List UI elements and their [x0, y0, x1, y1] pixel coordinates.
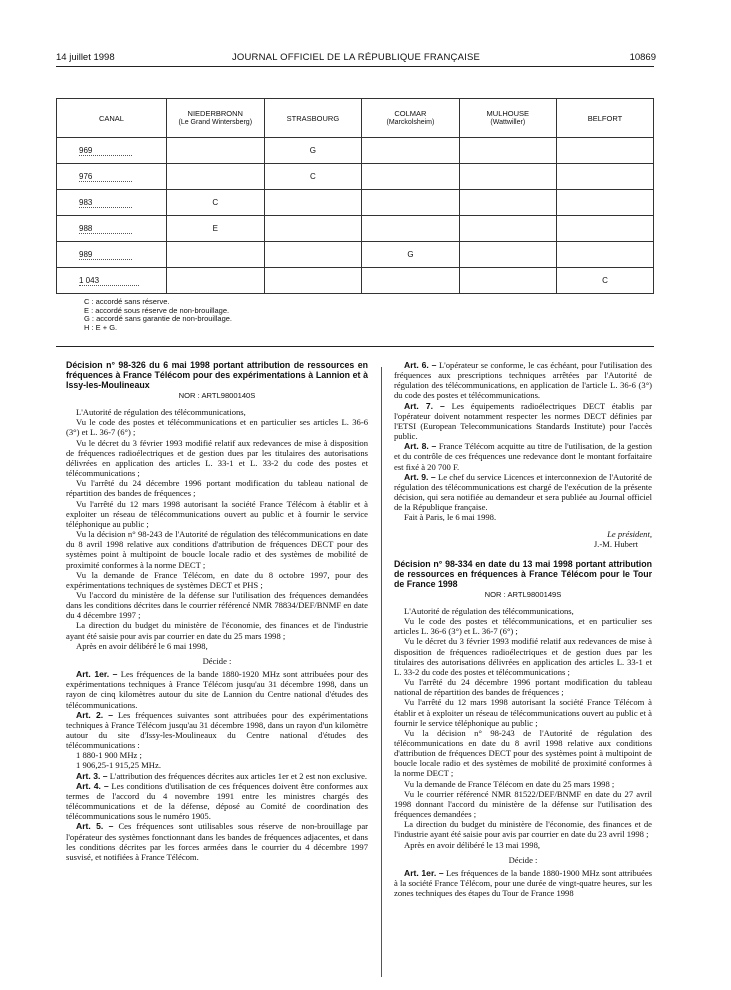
- table-cell: [556, 190, 653, 216]
- section-rule: [56, 346, 654, 347]
- paragraph: Vu l'arrêté du 24 décembre 1996 portant modification du tableau national de répartition des bandes de fréquences ;: [394, 677, 652, 698]
- place-date: Fait à Paris, le 6 mai 1998.: [404, 512, 497, 523]
- table-cell: G: [264, 138, 362, 164]
- paragraph: Vu le décret du 3 février 1993 modifié relatif aux redevances de mise à disposition de fréquences radioélectriques et de gestion dues par les titulaires des autorisations délivrées en application des articles L. 33-1 et L. 33-2 du code des postes et télécommunications ;: [394, 636, 652, 677]
- article: Art. 7. – Les équipements radioélectriques DECT établis par l'opérateur doivent notamment respecter les normes DECT définies par l'ETSI (European Telecommunications Standards Institute) pour l'accès public.: [394, 400, 652, 442]
- table-cell: C: [264, 164, 362, 190]
- paragraph: Vu l'arrêté du 24 décembre 1996 portant modification du tableau national de répartition des bandes de fréquences ;: [66, 478, 368, 499]
- signer-name: J.-M. Hubert: [593, 538, 638, 549]
- table-cell: [459, 138, 556, 164]
- table-cell: [264, 268, 362, 294]
- decision-title: Décision n° 98-326 du 6 mai 1998 portant attribution de ressources en fréquences à France Télécom pour des expérimentations à Lannion et à Issy-les-Moulineaux: [66, 360, 368, 390]
- article: Art. 5. – Ces fréquences sont utilisables sous réserve de non-brouillage par l'opérateur des systèmes fonctionnant dans les bandes de fréquences adjacentes, et dans les conditions décrites par les forces armées dans le courrier du 4 décembre 1997 susvisé, et notifiées à France Télécom.: [66, 821, 368, 862]
- canal-cell: 1 043: [57, 268, 167, 294]
- paragraph: La direction du budget du ministère de l'économie, des finances et de l'industrie ayant été saisie pour avis par courrier en date du 23 avril 1998 ;: [394, 819, 652, 840]
- table-header-cell: NIEDERBRONN (Le Grand Wintersberg): [166, 99, 264, 138]
- paragraph: Vu la demande de France Télécom, en date du 8 octobre 1997, pour des expérimentations techniques de systèmes DECT et PHS ;: [66, 569, 368, 590]
- table-cell: E: [166, 216, 264, 242]
- paragraph: L'Autorité de régulation des télécommunications,: [76, 407, 246, 418]
- frequency-line: 1 880-1 900 MHz ;: [76, 750, 142, 761]
- table-cell: G: [362, 242, 459, 268]
- paragraph: Vu l'accord du ministère de la défense sur l'utilisation des fréquences demandées dans les conditions décrites dans le courrier référencé NMR 78834/DEF/BNMF en date du 4 décembre 1997 ;: [66, 589, 368, 621]
- table-row: [57, 138, 654, 164]
- table-header-cell: MULHOUSE (Wattwiller): [459, 99, 556, 138]
- table-cell: [459, 268, 556, 294]
- table-row: [57, 190, 654, 216]
- table-header-row: [57, 99, 654, 138]
- table-cell: [556, 242, 653, 268]
- table-cell: [362, 138, 459, 164]
- canal-cell: 983: [57, 190, 167, 216]
- paragraph: Vu la décision n° 98-243 de l'Autorité de régulation des télécommunications en date du 8 avril 1998 relative aux conditions d'attribution de fréquences DECT pour des systèmes point à multipoint de boucle locale radio et des systèmes de mobilité de proximité conformes à la norme DECT ;: [66, 529, 368, 570]
- table-header-cell: BELFORT: [556, 99, 653, 138]
- canal-cell: 976: [57, 164, 167, 190]
- table-row: [57, 216, 654, 242]
- table-cell: [556, 216, 653, 242]
- legend-line: H : E + G.: [84, 322, 118, 332]
- legend-line: G : accordé sans garantie de non-brouillage.: [84, 314, 233, 324]
- table-cell: [459, 164, 556, 190]
- table-cell: [459, 216, 556, 242]
- paragraph: Vu le code des postes et télécommunications, et en particulier ses articles L. 36-6 (3°) et L. 36-7 (6°) ;: [394, 616, 652, 637]
- nor-reference: NOR : ARTL9800149S: [484, 589, 562, 599]
- article: Art. 9. – Le chef du service Licences et interconnexion de l'Autorité de régulation des télécommunications est chargé de l'exécution de la présente décision, qui sera notifiée au demandeur et sera publiée au Journal officiel de la République française.: [394, 471, 652, 513]
- table-cell: [362, 268, 459, 294]
- table-row: [57, 164, 654, 190]
- frequency-line: 1 906,25-1 915,25 MHz.: [76, 760, 161, 771]
- article: Art. 1er. – Les fréquences de la bande 1880-1920 MHz sont attribuées pour des expérimentations techniques à France Télécom jusqu'au 31 décembre 1998, dans un rayon de cinq kilomètres autour du site de Lannion du Centre national d'études des télécommunications.: [66, 669, 368, 710]
- article: Art. 6. – L'opérateur se conforme, le cas échéant, pour l'utilisation des fréquences aux prescriptions techniques arrêtées par l'Autorité de régulation des télécommunications, en application de l'article L. 36-6 (3°) du code des postes et télécommunications.: [394, 360, 653, 401]
- paragraph: L'Autorité de régulation des télécommunications,: [404, 605, 574, 616]
- header-rule: [56, 66, 654, 67]
- table-cell: [556, 138, 653, 164]
- right-column: [394, 360, 652, 898]
- table-cell: [264, 216, 362, 242]
- table-cell: C: [166, 190, 264, 216]
- paragraph: Après en avoir délibéré le 6 mai 1998,: [76, 640, 208, 651]
- table-header-cell: COLMAR (Marckolsheim): [362, 99, 459, 138]
- journal-title: JOURNAL OFFICIEL DE LA RÉPUBLIQUE FRANÇAISE: [231, 52, 481, 63]
- canal-cell: 989: [57, 242, 167, 268]
- table-cell: [362, 190, 459, 216]
- table-row: [57, 268, 654, 294]
- column-divider: [381, 367, 382, 977]
- paragraph: Après en avoir délibéré le 13 mai 1998,: [404, 839, 541, 850]
- table-cell: [264, 190, 362, 216]
- table-cell: [166, 268, 264, 294]
- table-cell: [362, 216, 459, 242]
- table-cell: [166, 138, 264, 164]
- decide-heading: Décide :: [202, 655, 232, 666]
- table-cell: [166, 164, 264, 190]
- left-column: [66, 360, 368, 862]
- table-cell: [556, 164, 653, 190]
- decision-title: Décision n° 98-334 en date du 13 mai 1998 portant attribution de ressources en fréquences à France Télécom pour le Tour de France 1998: [394, 558, 652, 589]
- table-legend: [84, 298, 232, 332]
- paragraph: Vu le décret du 3 février 1993 modifié relatif aux redevances de mise à disposition de fréquences radioélectriques et de gestion dues par les titulaires des autorisations délivrées en application des articles L. 33-1 et L. 33-2 du code des postes et télécommunications ;: [66, 437, 368, 479]
- article: Art. 2. – Les fréquences suivantes sont attribuées pour des expérimentations techniques à France Télécom jusqu'au 31 décembre 1998, dans un rayon d'un kilomètre autour du site d'Issy-les-Moulineaux du Centre national d'études des télécommunications :: [66, 709, 368, 751]
- table-cell: [459, 190, 556, 216]
- table-header-cell: STRASBOURG: [264, 99, 362, 138]
- article: Art. 4. – Les conditions d'utilisation de ces fréquences doivent être conformes aux termes de l'accord du 4 novembre 1991 entre les ministres chargés des télécommunications et de la défense, déposé au Comité de coordination des télécommunications sous le numéro 1905.: [66, 780, 369, 822]
- article: Art. 1er. – Les fréquences de la bande 1880-1900 MHz sont attribuées à la société France Télécom, pour une durée de vingt-quatre heures, sur les zones techniques des étapes du Tour de France 1998: [394, 867, 652, 899]
- table-cell: [459, 242, 556, 268]
- decide-heading: Décide :: [508, 854, 538, 865]
- channel-table: [56, 98, 654, 294]
- paragraph: Vu l'arrêté du 12 mars 1998 autorisant la société France Télécom à établir et à exploiter un réseau de télécommunications ouvert au public et à fournir le service téléphonique au public ;: [66, 498, 368, 529]
- paragraph: Vu le courrier référencé NMR 81522/DEF/BNMF en date du 27 avril 1998 donnant l'accord du ministère de la défense sur l'utilisation des fréquences demandées ;: [394, 788, 652, 820]
- article: Art. 3. – L'attribution des fréquences décrites aux articles 1er et 2 est non exclusive.: [76, 770, 368, 781]
- issue-date: 14 juillet 1998: [56, 52, 115, 63]
- legend-line: E : accordé sous réserve de non-brouillage.: [84, 305, 230, 315]
- paragraph: Vu la décision n° 98-243 de l'Autorité de régulation des télécommunications en date du 8 avril 1998 relative aux conditions d'attribution de fréquences DECT pour des systèmes point à multipoint de boucle locale radio et des systèmes de mobilité de proximité conformes à la norme DECT ;: [394, 727, 652, 779]
- table-header-cell: CANAL: [57, 99, 167, 138]
- paragraph: Vu la demande de France Télécom en date du 25 mars 1998 ;: [404, 778, 615, 789]
- canal-cell: 969: [57, 138, 167, 164]
- table-cell: C: [556, 268, 653, 294]
- table-cell: [362, 164, 459, 190]
- article: Art. 8. – France Télécom acquitte au titre de l'utilisation, de la gestion et du contrôle de ces fréquences une redevance dont le montant forfaitaire est fixé à 20 700 F.: [394, 441, 652, 472]
- page-header: [56, 52, 656, 66]
- paragraph: Vu l'arrêté du 12 mars 1998 autorisant la société France Télécom à établir et à exploiter un réseau de télécommunications ouvert au public et à fournir le service téléphonique au public ;: [394, 697, 652, 728]
- table-cell: [166, 242, 264, 268]
- legend-line: C : accordé sans réserve.: [84, 297, 170, 306]
- table-cell: [264, 242, 362, 268]
- canal-cell: 988: [57, 216, 167, 242]
- signer-role: Le président,: [607, 528, 652, 539]
- nor-reference: NOR : ARTL9800140S: [178, 391, 256, 400]
- paragraph: La direction du budget du ministère de l'économie, des finances et de l'industrie ayant été saisie pour avis par courrier en date du 25 mars 1998 ;: [66, 620, 368, 641]
- paragraph: Vu le code des postes et télécommunications et en particulier ses articles L. 36-6 (3°) et L. 36-7 (6°) ;: [66, 417, 368, 438]
- table-row: [57, 242, 654, 268]
- page-number: 10869: [629, 52, 656, 63]
